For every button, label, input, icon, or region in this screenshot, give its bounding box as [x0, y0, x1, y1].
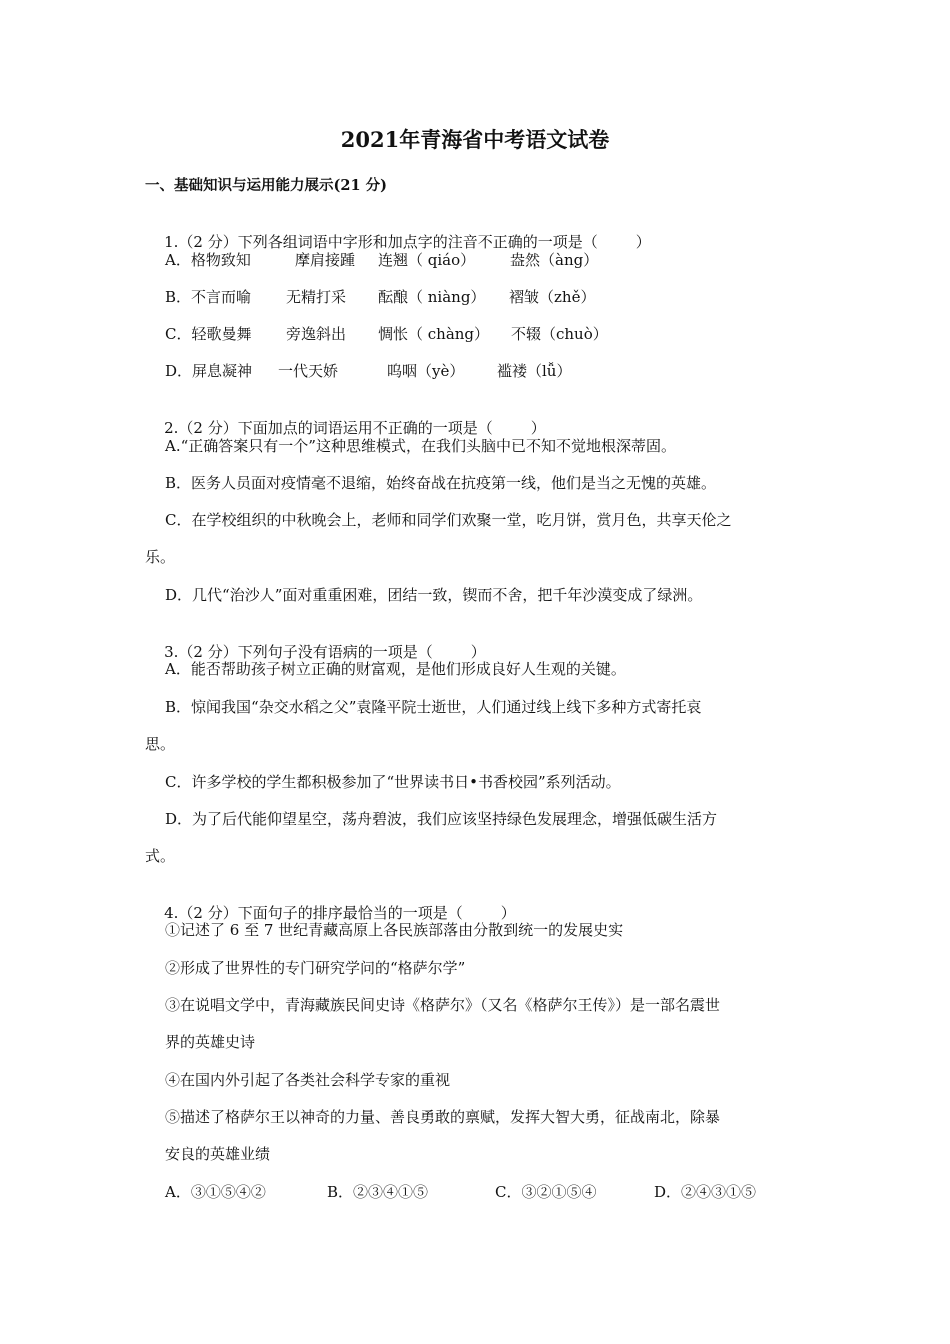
option-d: D．②④③①⑤ [654, 1183, 757, 1201]
question-4-close: ） [500, 904, 516, 922]
option-a: A．③①⑤④② [165, 1183, 266, 1201]
option-text: 惆怅（ chàng） [378, 325, 490, 343]
question-3-option-c: C．许多学校的学生都积极参加了“世界读书日•书香校园”系列活动。 [165, 773, 621, 791]
option-text: B．不言而喻 [165, 288, 252, 306]
question-2-close: ） [530, 419, 546, 437]
question-1-option-c [165, 324, 805, 344]
question-1-option-b [165, 287, 805, 307]
question-2-text: 2.（2 分）下面加点的词语运用不正确的一项是（ [164, 419, 493, 437]
option-text: 呜咽（yè） [387, 362, 465, 380]
question-3-option-a: A．能否帮助孩子树立正确的财富观，是他们形成良好人生观的关键。 [165, 660, 626, 678]
question-2-option-c-continued: 乐。 [145, 548, 176, 566]
option-text: 酝酿（ niàng） [378, 288, 486, 306]
question-1-close: ） [635, 233, 651, 251]
option-text: 摩肩接踵 [295, 251, 356, 269]
option-text: 褴褛（lǚ） [497, 362, 572, 380]
option-text: 一代天娇 [278, 362, 339, 380]
option-text: 盎然（àng） [510, 251, 599, 269]
option-text: A．格物致知 [165, 251, 251, 269]
sentence-5: ⑤描述了格萨尔王以神奇的力量、善良勇敢的禀赋，发挥大智大勇，征战南北，除暴 [165, 1108, 721, 1126]
option-text: 无精打采 [286, 288, 347, 306]
question-2-option-b: B．医务人员面对疫情毫不退缩，始终奋战在抗疫第一线，他们是当之无愧的英雄。 [165, 474, 717, 492]
question-3-option-d-continued: 式。 [145, 847, 176, 865]
sentence-5-continued: 安良的英雄业绩 [165, 1145, 271, 1163]
question-2-option-a: A.“正确答案只有一个”这种思维模式，在我们头脑中已不知不觉地根深蒂固。 [165, 437, 676, 455]
question-4-options [165, 1182, 805, 1202]
question-3-text: 3.（2 分）下列句子没有语病的一项是（ [164, 643, 433, 661]
question-3-option-b: B．惊闻我国“杂交水稻之父”袁隆平院士逝世，人们通过线上线下多种方式寄托哀 [165, 698, 702, 716]
option-text: C．轻歌曼舞 [165, 325, 252, 343]
question-2-option-c: C．在学校组织的中秋晚会上，老师和同学们欢聚一堂，吃月饼，赏月色，共享天伦之 [165, 511, 732, 529]
sentence-2: ②形成了世界性的专门研究学问的“格萨尔学” [165, 959, 466, 977]
question-1-text: 1.（2 分）下列各组词语中字形和加点字的注音不正确的一项是（ [164, 233, 598, 251]
sentence-1: ①记述了 6 至 7 世纪青藏高原上各民族部落由分散到统一的发展史实 [165, 921, 624, 939]
question-3-option-d: D．为了后代能仰望星空，荡舟碧波，我们应该坚持绿色发展理念，增强低碳生活方 [165, 810, 718, 828]
option-b: B．②③④①⑤ [327, 1183, 429, 1201]
question-3-option-b-continued: 思。 [145, 735, 176, 753]
page-title: 2021年青海省中考语文试卷 [340, 127, 610, 152]
question-4-text: 4.（2 分）下面句子的排序最恰当的一项是（ [164, 904, 463, 922]
option-text: 连翘（ qiáo） [378, 251, 476, 269]
option-text: 不辍（chuò） [511, 325, 608, 343]
section-heading: 一、基础知识与运用能力展示(21 分) [145, 177, 387, 194]
question-1-option-a [165, 250, 805, 270]
question-3-close: ） [470, 643, 486, 661]
option-text: 旁逸斜出 [286, 325, 347, 343]
sentence-4: ④在国内外引起了各类社会科学专家的重视 [165, 1071, 451, 1089]
option-text: 褶皱（zhě） [509, 288, 596, 306]
sentence-3: ③在说唱文学中，青海藏族民间史诗《格萨尔》（又名《格萨尔王传》）是一部名震世 [165, 996, 721, 1014]
question-1-option-d [165, 361, 805, 381]
option-c: C．③②①⑤④ [495, 1183, 597, 1201]
sentence-3-continued: 界的英雄史诗 [165, 1033, 256, 1051]
option-text: D．屏息凝神 [165, 362, 253, 380]
question-2-option-d: D．几代“治沙人”面对重重困难，团结一致，锲而不舍，把千年沙漠变成了绿洲。 [165, 586, 703, 604]
